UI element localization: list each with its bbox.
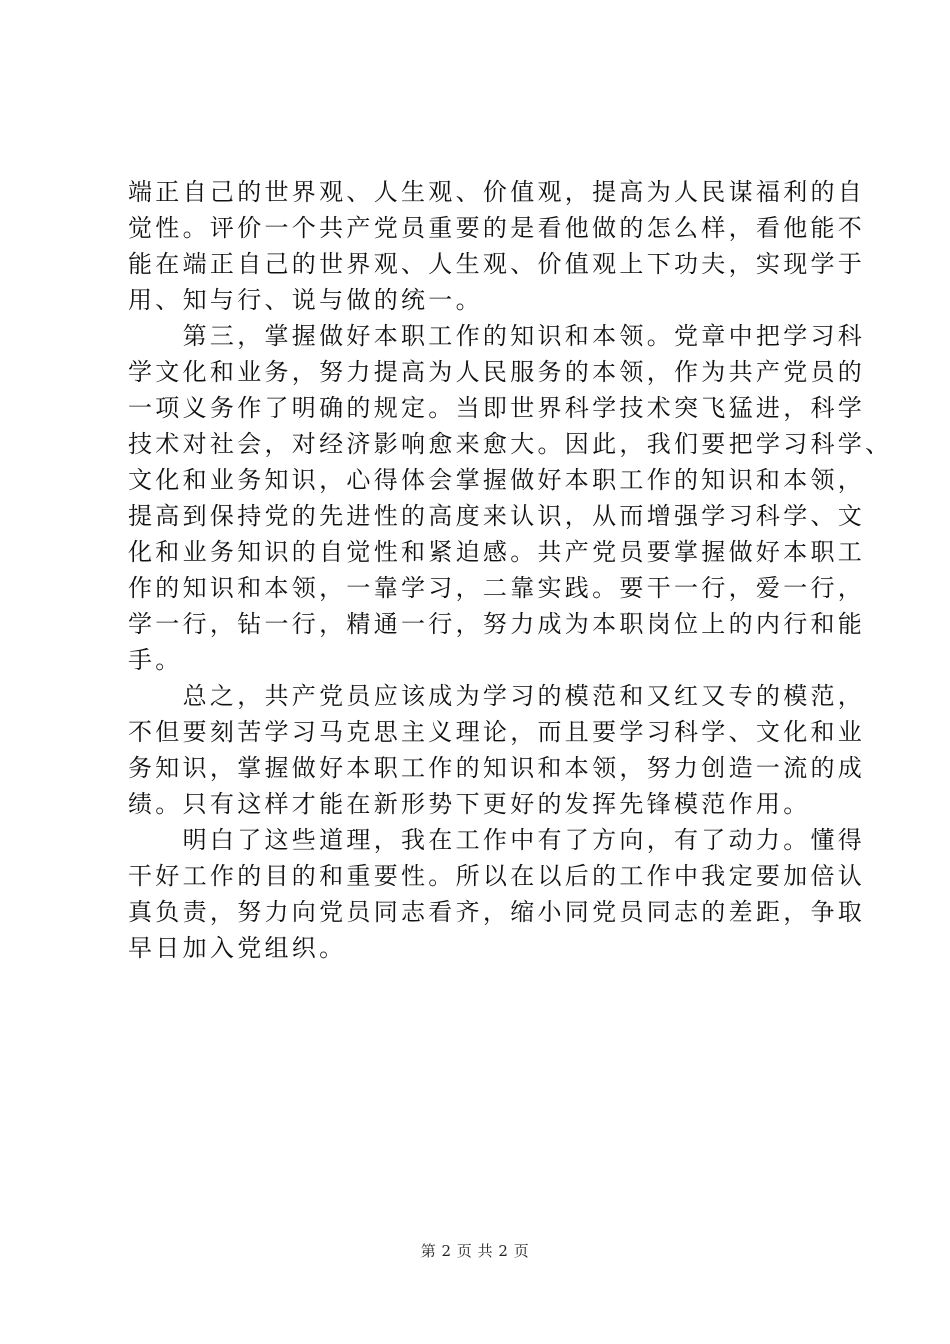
text-line: 不但要刻苦学习马克思主义理论，而且要学习科学、文化和业 (128, 718, 866, 746)
text-line: 技术对社会，对经济影响愈来愈大。因此，我们要把学习科学、 (128, 430, 893, 458)
text-line: 手。 (128, 646, 183, 674)
text-line: 提高到保持党的先进性的高度来认识，从而增强学习科学、文 (128, 502, 866, 530)
text-line: 干好工作的目的和重要性。所以在以后的工作中我定要加倍认 (128, 862, 866, 890)
text-line: 能在端正自己的世界观、人生观、价值观上下功夫，实现学于 (128, 250, 866, 278)
text-line: 真负责，努力向党员同志看齐，缩小同党员同志的差距，争取 (128, 898, 866, 926)
text-line: 第三，掌握做好本职工作的知识和本领。党章中把学习科 (128, 322, 866, 350)
text-line: 学一行，钻一行，精通一行，努力成为本职岗位上的内行和能 (128, 610, 866, 638)
document-body (128, 174, 893, 966)
text-line: 文化和业务知识，心得体会掌握做好本职工作的知识和本领， (128, 466, 866, 494)
text-line: 绩。只有这样才能在新形势下更好的发挥先锋模范作用。 (128, 790, 811, 818)
page-number-footer: 第 2 页 共 2 页 (420, 1242, 530, 1260)
text-line: 作的知识和本领，一靠学习，二靠实践。要干一行，爱一行， (128, 574, 866, 602)
text-line: 用、知与行、说与做的统一。 (128, 286, 483, 314)
text-line: 端正自己的世界观、人生观、价值观，提高为人民谋福利的自 (128, 178, 866, 206)
text-line: 学文化和业务，努力提高为人民服务的本领，作为共产党员的 (128, 358, 866, 386)
text-line: 早日加入党组织。 (128, 934, 347, 962)
text-line: 总之，共产党员应该成为学习的模范和又红又专的模范， (128, 682, 866, 710)
text-line: 明白了这些道理，我在工作中有了方向，有了动力。懂得 (128, 826, 866, 854)
text-line: 务知识，掌握做好本职工作的知识和本领，努力创造一流的成 (128, 754, 866, 782)
text-line: 一项义务作了明确的规定。当即世界科学技术突飞猛进，科学 (128, 394, 866, 422)
text-line: 觉性。评价一个共产党员重要的是看他做的怎么样，看他能不 (128, 214, 866, 242)
text-line: 化和业务知识的自觉性和紧迫感。共产党员要掌握做好本职工 (128, 538, 866, 566)
